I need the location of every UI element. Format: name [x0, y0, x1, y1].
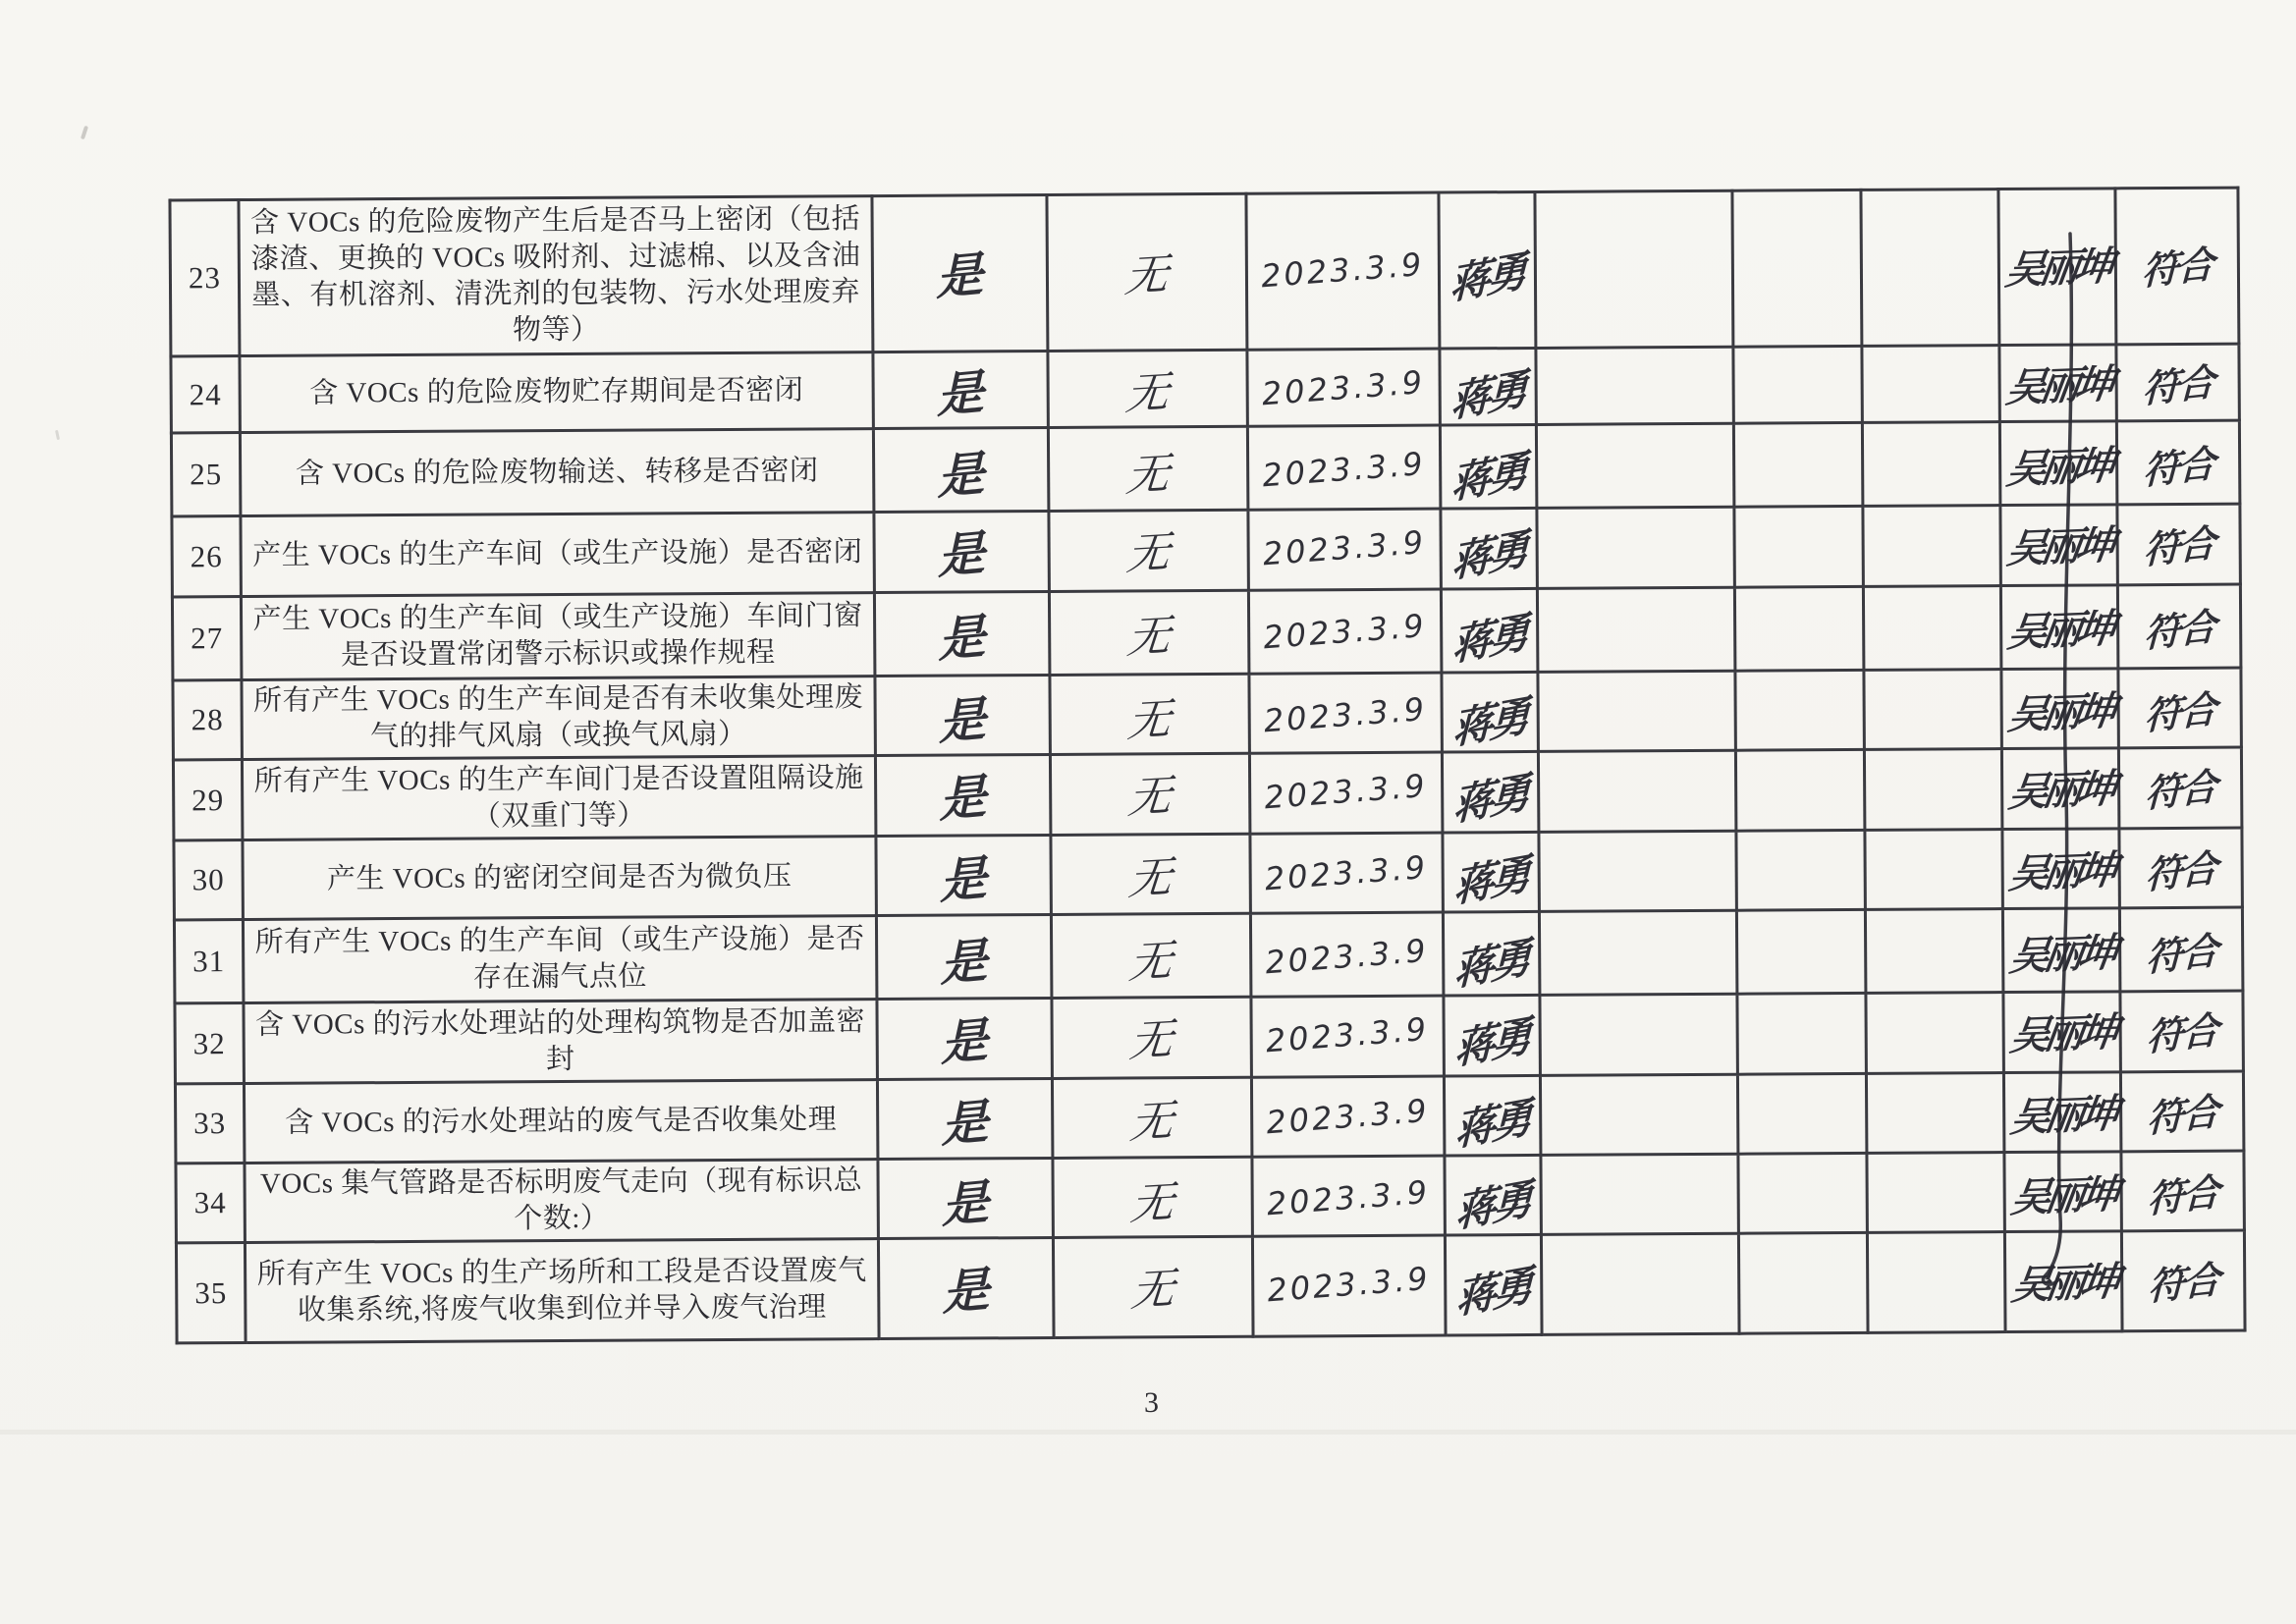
answer-handwritten: [874, 511, 1049, 592]
row-number: [175, 1083, 244, 1163]
empty-cell: [1863, 586, 2001, 671]
issue-handwritten: [1051, 913, 1251, 998]
answer-handwritten-value: 是: [940, 1011, 989, 1072]
question-text-value: 含 VOCs 的污水处理站的处理构筑物是否加盖密封: [254, 1004, 866, 1075]
question-text-value: 含 VOCs 的危险废物输送、转移是否密闭: [295, 454, 819, 490]
row-number: [171, 356, 240, 433]
answer-handwritten-value: 是: [936, 364, 985, 424]
row-number: [173, 680, 242, 760]
conclusion-handwritten-value: 符合: [2142, 359, 2214, 412]
empty-cell: [1536, 347, 1733, 424]
answer-handwritten-value: 是: [937, 524, 986, 585]
row-number-value: 28: [191, 702, 224, 737]
inspector-signature: [1444, 995, 1540, 1076]
reviewer-signature: [2000, 585, 2118, 670]
conclusion-handwritten: [2120, 1071, 2243, 1152]
answer-handwritten: [873, 351, 1048, 428]
answer-handwritten: [872, 194, 1048, 352]
conclusion-handwritten-value: 符合: [2145, 845, 2216, 897]
empty-cell: [1737, 993, 1866, 1074]
empty-cell: [1536, 423, 1734, 508]
inspector-signature-value: 蒋勇: [1455, 1261, 1531, 1324]
date-handwritten: [1246, 192, 1440, 350]
inspector-signature-value: 蒋勇: [1454, 1173, 1531, 1237]
answer-handwritten-value: 是: [938, 608, 987, 669]
row-number-value: 30: [191, 862, 225, 897]
row-number-value: 25: [190, 457, 223, 492]
inspector-signature-value: 蒋勇: [1450, 524, 1527, 587]
row-number-value: 32: [192, 1025, 226, 1060]
empty-cell: [1864, 670, 2001, 750]
question-text: [243, 916, 877, 1003]
issue-handwritten: [1053, 1157, 1252, 1237]
issue-handwritten-value: 无: [1123, 366, 1172, 420]
issue-handwritten-value: 无: [1128, 1176, 1176, 1230]
issue-handwritten-value: 无: [1127, 1095, 1175, 1149]
date-handwritten-value: 2023.3.9: [1265, 1172, 1432, 1222]
row-number: [170, 200, 240, 356]
row-number-value: 33: [193, 1106, 227, 1141]
inspector-signature: [1441, 508, 1537, 589]
table-row: [172, 584, 2240, 680]
row-number: [174, 840, 243, 920]
inspector-signature-value: 蒋勇: [1453, 932, 1529, 996]
reviewer-signature: [2004, 1231, 2122, 1332]
table-row: [171, 344, 2239, 433]
issue-handwritten: [1049, 510, 1248, 591]
row-number-value: 27: [191, 621, 224, 656]
table-row: [176, 1230, 2245, 1343]
issue-handwritten: [1047, 193, 1247, 351]
issue-handwritten-value: 无: [1127, 1013, 1175, 1067]
answer-handwritten: [878, 1237, 1054, 1338]
date-handwritten: [1249, 673, 1442, 753]
answer-handwritten-value: 是: [939, 849, 988, 910]
date-handwritten-value: 2023.3.9: [1263, 847, 1430, 898]
question-text-value: 所有产生 VOCs 的生产车间是否有未收集处理废气的排气风扇（或换气风扇）: [252, 681, 864, 753]
empty-cell: [1733, 422, 1863, 507]
date-handwritten: [1252, 1156, 1445, 1236]
question-text-value: 产生 VOCs 的生产车间（或生产设施）车间门窗是否设置常闭警示标识或操作规程: [252, 600, 863, 672]
conclusion-handwritten: [2119, 907, 2243, 992]
reviewer-signature: [2003, 1072, 2120, 1153]
conclusion-handwritten: [2120, 991, 2243, 1072]
reviewer-signature-value: 吴丽坤: [2002, 361, 2112, 412]
question-text: [240, 352, 873, 433]
table-row: [176, 1151, 2244, 1243]
date-handwritten-value: 2023.3.9: [1261, 444, 1428, 494]
question-text: [245, 1239, 879, 1343]
checklist-body: [170, 188, 2245, 1343]
inspector-signature: [1445, 1155, 1541, 1235]
row-number: [175, 1003, 244, 1084]
row-number-value: 34: [193, 1185, 227, 1220]
row-number: [176, 1163, 245, 1242]
conclusion-handwritten: [2116, 420, 2240, 505]
page-number: 3: [1144, 1386, 1159, 1419]
issue-handwritten-value: 无: [1124, 610, 1173, 664]
inspector-signature: [1443, 911, 1540, 996]
issue-handwritten: [1050, 753, 1249, 835]
issue-handwritten: [1052, 1077, 1251, 1158]
date-handwritten: [1252, 1235, 1446, 1336]
conclusion-handwritten: [2116, 344, 2239, 421]
reviewer-signature: [2003, 992, 2120, 1073]
inspector-signature-value: 蒋勇: [1451, 690, 1528, 754]
table-row: [173, 747, 2241, 840]
inspector-signature: [1443, 832, 1539, 912]
empty-cell: [1861, 189, 1999, 347]
issue-handwritten-value: 无: [1126, 935, 1175, 989]
question-text-value: 产生 VOCs 的生产车间（或生产设施）是否密闭: [252, 536, 863, 571]
row-number-value: 24: [189, 376, 222, 411]
inspector-signature: [1445, 1234, 1542, 1335]
date-handwritten-value: 2023.3.9: [1261, 522, 1428, 573]
issue-handwritten: [1048, 350, 1247, 427]
inspector-signature-value: 蒋勇: [1452, 768, 1528, 831]
date-handwritten: [1249, 752, 1442, 834]
issue-handwritten: [1052, 997, 1251, 1078]
date-handwritten: [1248, 589, 1442, 674]
empty-cell: [1733, 346, 1862, 423]
date-handwritten-value: 2023.3.9: [1264, 931, 1431, 981]
question-text: [244, 1080, 877, 1164]
reviewer-signature: [2004, 1152, 2121, 1232]
conclusion-handwritten-value: 符合: [2144, 764, 2216, 816]
issue-handwritten: [1049, 590, 1249, 675]
row-number-value: 31: [192, 944, 226, 979]
question-text-value: 含 VOCs 的危险废物贮存期间是否密闭: [309, 374, 804, 409]
issue-handwritten-value: 无: [1126, 851, 1175, 905]
inspector-signature: [1439, 191, 1536, 349]
question-text: [242, 677, 875, 760]
date-handwritten: [1248, 509, 1441, 590]
conclusion-handwritten-value: 符合: [2146, 1007, 2217, 1059]
reviewer-signature: [2002, 829, 2119, 909]
inspector-signature-value: 蒋勇: [1451, 608, 1527, 671]
conclusion-handwritten: [2117, 504, 2240, 585]
reviewer-signature-value: 吴丽坤: [2004, 605, 2114, 656]
answer-handwritten-value: 是: [935, 246, 985, 306]
empty-cell: [1865, 909, 2003, 994]
row-number-value: 23: [188, 260, 222, 296]
reviewer-signature-value: 吴丽坤: [2007, 1171, 2117, 1222]
row-number: [176, 1242, 246, 1342]
inspector-signature: [1440, 348, 1536, 425]
empty-cell: [1738, 1232, 1868, 1333]
conclusion-handwritten: [2117, 584, 2241, 669]
empty-cell: [1537, 507, 1734, 588]
row-number: [172, 516, 241, 597]
question-text: [244, 1000, 877, 1084]
reviewer-signature: [1999, 345, 2116, 422]
conclusion-handwritten: [2121, 1151, 2244, 1231]
empty-cell: [1862, 422, 2000, 507]
reviewer-signature-value: 吴丽坤: [2001, 244, 2111, 295]
reviewer-signature-value: 吴丽坤: [2008, 1258, 2118, 1309]
empty-cell: [1732, 189, 1862, 347]
table-row: [174, 907, 2242, 1003]
empty-cell: [1866, 1073, 2003, 1154]
row-number: [172, 597, 242, 680]
empty-cell: [1737, 1073, 1866, 1154]
table-row: [174, 828, 2242, 920]
table-row: [175, 1071, 2243, 1164]
empty-cell: [1735, 670, 1864, 750]
answer-handwritten-value: 是: [942, 1261, 991, 1322]
empty-cell: [1865, 830, 2002, 910]
answer-handwritten: [875, 675, 1050, 755]
date-handwritten: [1251, 1076, 1444, 1157]
inspector-signature: [1441, 588, 1538, 673]
empty-cell: [1734, 506, 1863, 587]
date-handwritten: [1251, 996, 1444, 1077]
issue-handwritten-value: 无: [1128, 1263, 1176, 1317]
issue-handwritten-value: 无: [1124, 526, 1173, 580]
conclusion-handwritten-value: 符合: [2146, 1089, 2218, 1141]
date-handwritten: [1247, 349, 1440, 426]
row-number-value: 26: [190, 538, 223, 573]
question-text-value: 所有产生 VOCs 的生产车间门是否设置阻隔设施（双重门等）: [253, 761, 864, 833]
reviewer-signature-value: 吴丽坤: [2005, 765, 2115, 816]
scan-streak-artifact: [0, 1430, 2296, 1435]
conclusion-handwritten: [2119, 828, 2242, 908]
reviewer-signature: [2002, 908, 2120, 993]
conclusion-handwritten: [2121, 1230, 2245, 1331]
question-text-value: 含 VOCs 的危险废物产生后是否马上密闭（包括漆渣、更换的 VOCs 吸附剂、过滤棉、以及含油墨、有机溶剂、清洗剂的包装物、污水处理废弃物等）: [249, 203, 861, 347]
empty-cell: [1538, 750, 1735, 832]
date-handwritten: [1250, 912, 1444, 997]
reviewer-signature: [1998, 189, 2116, 346]
empty-cell: [1862, 346, 1999, 423]
inspector-signature: [1442, 672, 1538, 752]
answer-handwritten: [873, 427, 1049, 512]
empty-cell: [1867, 1153, 2004, 1233]
empty-cell: [1735, 749, 1864, 831]
issue-handwritten: [1053, 1236, 1253, 1337]
reviewer-signature: [2001, 748, 2118, 830]
question-text: [242, 756, 875, 840]
reviewer-signature-value: 吴丽坤: [2003, 521, 2113, 572]
date-handwritten-value: 2023.3.9: [1260, 362, 1427, 412]
conclusion-handwritten-value: 符合: [2143, 604, 2215, 656]
answer-handwritten: [876, 914, 1052, 999]
question-text: [241, 513, 874, 597]
inspector-signature-value: 蒋勇: [1453, 1011, 1530, 1074]
reviewer-signature-value: 吴丽坤: [2006, 1008, 2116, 1059]
answer-handwritten: [875, 754, 1050, 836]
conclusion-handwritten-value: 符合: [2141, 242, 2214, 295]
inspector-signature: [1440, 424, 1537, 509]
answer-handwritten-value: 是: [941, 1093, 990, 1154]
empty-cell: [1538, 671, 1735, 751]
answer-handwritten-value: 是: [940, 933, 989, 993]
conclusion-handwritten: [2118, 668, 2241, 748]
conclusion-handwritten: [2118, 747, 2241, 829]
empty-cell: [1540, 994, 1737, 1075]
conclusion-handwritten-value: 符合: [2147, 1257, 2219, 1309]
date-handwritten-value: 2023.3.9: [1264, 1009, 1431, 1060]
conclusion-handwritten-value: 符合: [2143, 520, 2214, 572]
date-handwritten-value: 2023.3.9: [1259, 244, 1426, 295]
answer-handwritten: [878, 1158, 1053, 1238]
empty-cell: [1540, 1074, 1737, 1155]
reviewer-signature-value: 吴丽坤: [2003, 443, 2113, 494]
row-number: [173, 760, 242, 840]
question-text: [243, 837, 876, 920]
date-handwritten-value: 2023.3.9: [1263, 766, 1430, 817]
row-number-value: 29: [191, 782, 225, 817]
answer-handwritten-value: 是: [941, 1174, 990, 1234]
question-text-value: 所有产生 VOCs 的生产场所和工段是否设置废气收集系统,将废气收集到位并导入废气治理: [256, 1254, 867, 1326]
row-number: [174, 920, 244, 1003]
date-handwritten-value: 2023.3.9: [1262, 606, 1429, 657]
question-text-value: 产生 VOCs 的密闭空间是否为微负压: [326, 860, 793, 894]
question-text: [239, 196, 873, 356]
answer-handwritten-value: 是: [937, 446, 986, 506]
date-handwritten-value: 2023.3.9: [1262, 689, 1429, 739]
conclusion-handwritten-value: 符合: [2142, 441, 2214, 494]
inspector-signature-value: 蒋勇: [1454, 1093, 1530, 1156]
row-number-value: 35: [194, 1274, 228, 1310]
question-text-value: VOCs 集气管路是否标明废气走向（现有标识总个数:）: [259, 1164, 863, 1235]
inspector-signature: [1444, 1075, 1540, 1156]
date-handwritten: [1247, 425, 1441, 510]
question-text: [245, 1160, 878, 1243]
table-row: [175, 991, 2243, 1084]
reviewer-signature: [1999, 421, 2117, 506]
table-row: [171, 420, 2239, 516]
row-number: [171, 433, 241, 516]
conclusion-handwritten: [2115, 188, 2239, 345]
table-row: [170, 188, 2239, 356]
answer-handwritten: [874, 591, 1050, 676]
inspector-signature-value: 蒋勇: [1449, 245, 1525, 309]
issue-handwritten-value: 无: [1123, 448, 1172, 502]
answer-handwritten-value: 是: [939, 768, 988, 829]
empty-cell: [1866, 993, 2003, 1074]
date-handwritten: [1250, 833, 1443, 913]
issue-handwritten-value: 无: [1122, 248, 1171, 302]
vocs-inspection-checklist-table: [168, 187, 2246, 1345]
empty-cell: [1539, 910, 1737, 995]
table-row: [173, 668, 2241, 760]
issue-handwritten: [1050, 674, 1249, 754]
date-handwritten-value: 2023.3.9: [1265, 1091, 1432, 1142]
issue-handwritten-value: 无: [1125, 693, 1174, 747]
reviewer-signature-value: 吴丽坤: [2007, 1090, 2117, 1141]
empty-cell: [1541, 1154, 1738, 1234]
inspector-signature-value: 蒋勇: [1449, 363, 1526, 427]
date-handwritten-value: 2023.3.9: [1266, 1259, 1433, 1310]
empty-cell: [1738, 1153, 1867, 1233]
conclusion-handwritten-value: 符合: [2145, 928, 2217, 981]
empty-cell: [1736, 909, 1866, 994]
dust-speck: [55, 430, 60, 440]
reviewer-signature-value: 吴丽坤: [2006, 930, 2116, 981]
answer-handwritten: [877, 998, 1052, 1079]
inspector-signature-value: 蒋勇: [1450, 445, 1526, 509]
empty-cell: [1539, 831, 1736, 911]
empty-cell: [1867, 1232, 2005, 1333]
reviewer-signature: [2001, 669, 2118, 749]
reviewer-signature: [2000, 505, 2117, 586]
empty-cell: [1541, 1233, 1739, 1334]
dust-speck: [81, 126, 88, 140]
answer-handwritten-value: 是: [938, 691, 987, 751]
empty-cell: [1734, 586, 1864, 671]
question-text: [241, 593, 875, 680]
reviewer-signature-value: 吴丽坤: [2004, 688, 2114, 739]
question-text: [240, 429, 874, 516]
empty-cell: [1535, 190, 1733, 348]
conclusion-handwritten-value: 符合: [2147, 1169, 2218, 1222]
issue-handwritten: [1048, 426, 1248, 511]
question-text-value: 所有产生 VOCs 的生产车间（或生产设施）是否存在漏气点位: [254, 923, 865, 994]
issue-handwritten: [1051, 834, 1250, 914]
empty-cell: [1736, 830, 1865, 910]
empty-cell: [1863, 506, 2000, 587]
empty-cell: [1537, 587, 1735, 672]
inspector-signature-value: 蒋勇: [1452, 849, 1529, 912]
answer-handwritten: [877, 1078, 1052, 1159]
issue-handwritten-value: 无: [1125, 770, 1174, 824]
reviewer-signature-value: 吴丽坤: [2005, 846, 2115, 897]
empty-cell: [1864, 749, 2001, 831]
answer-handwritten: [876, 835, 1051, 915]
table-row: [172, 504, 2240, 597]
inspector-signature: [1442, 751, 1538, 833]
conclusion-handwritten-value: 符合: [2144, 686, 2215, 739]
question-text-value: 含 VOCs 的污水处理站的废气是否收集处理: [285, 1103, 838, 1139]
